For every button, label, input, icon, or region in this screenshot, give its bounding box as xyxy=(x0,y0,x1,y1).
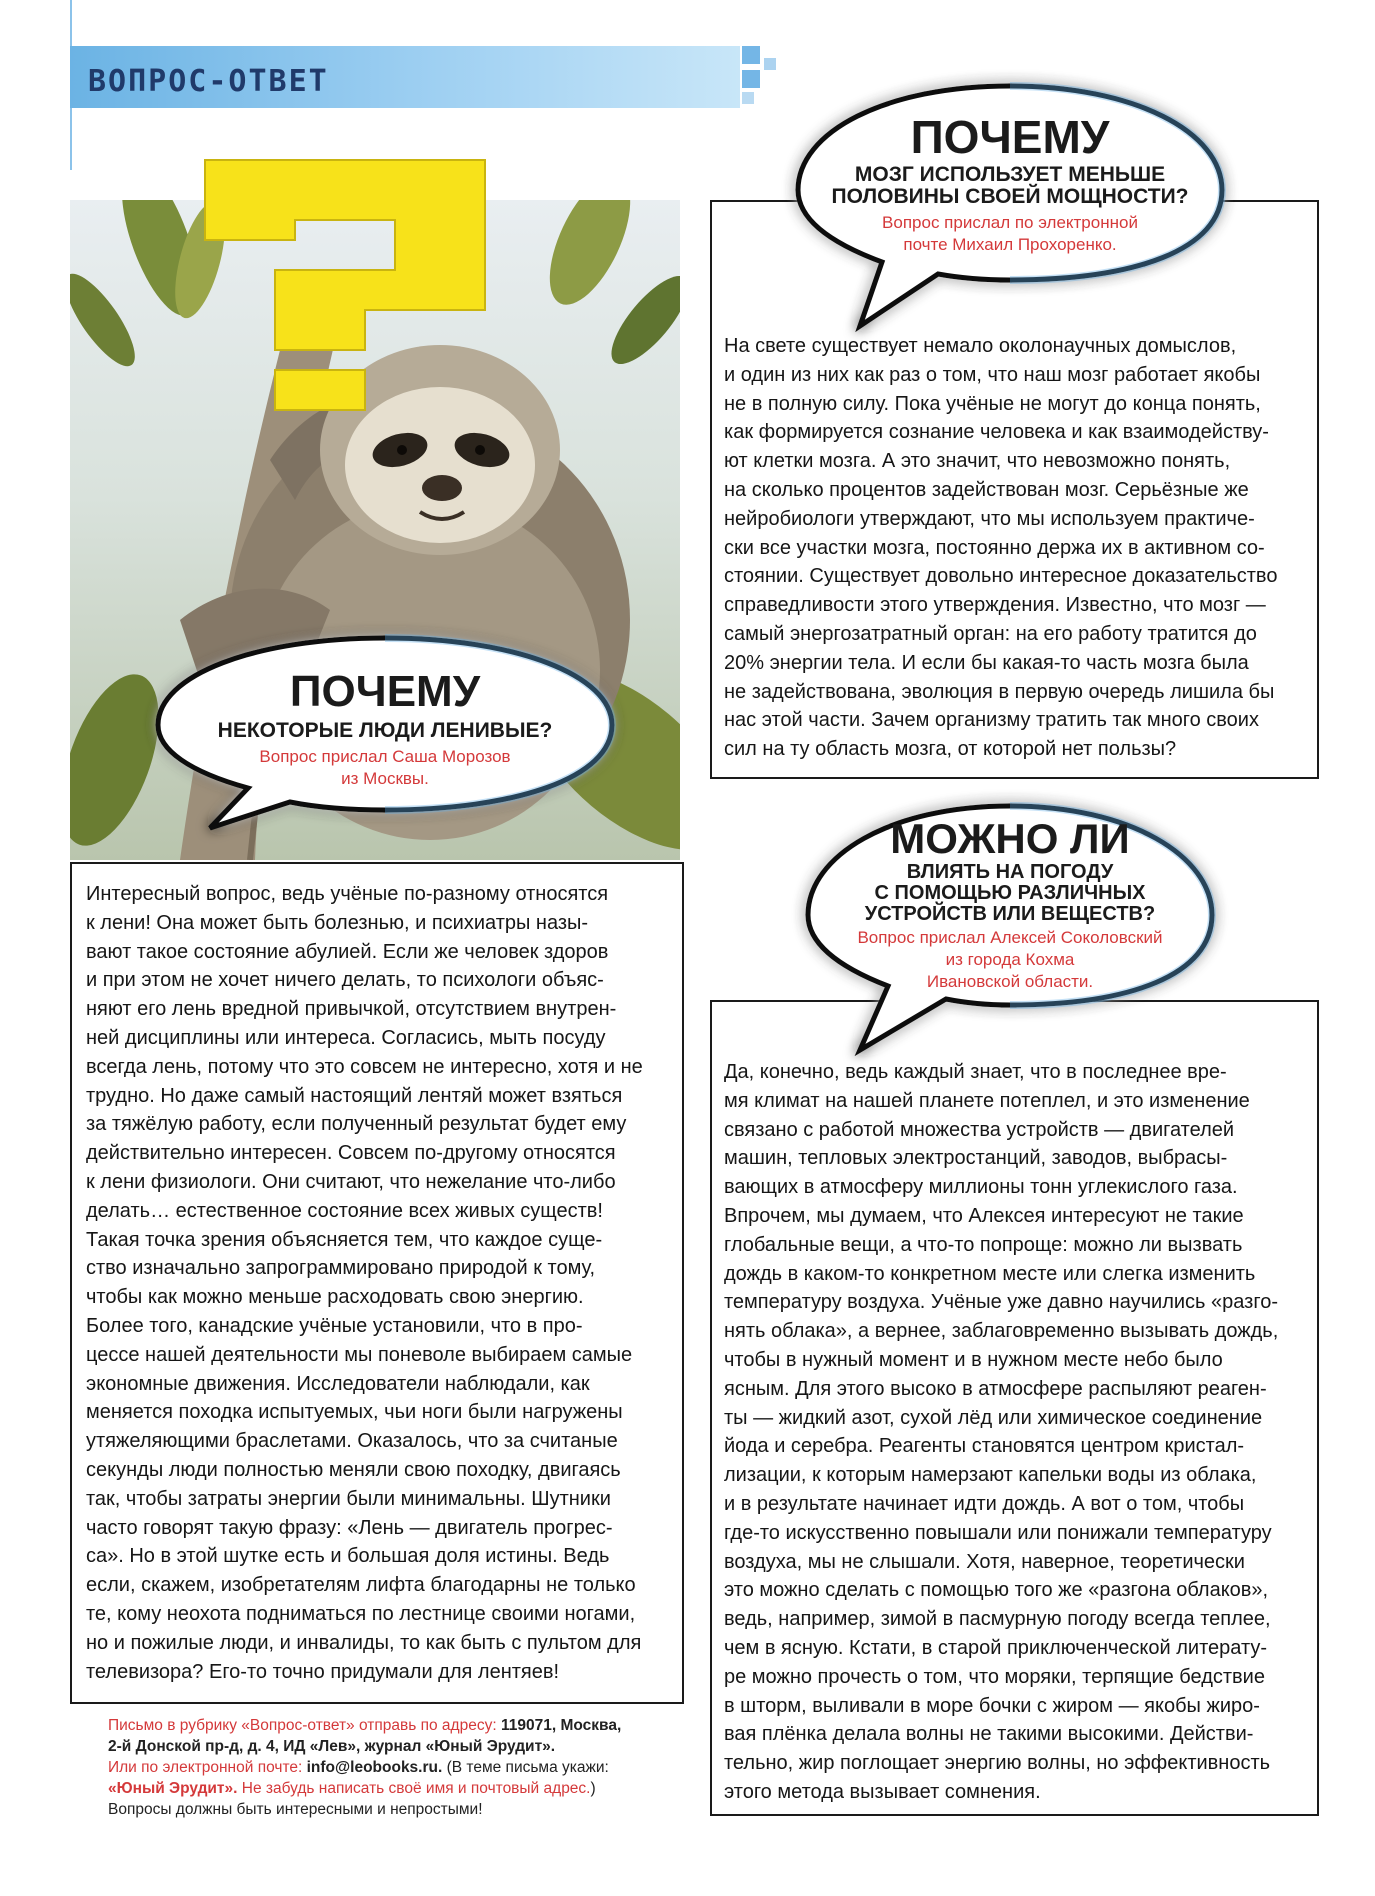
question-text: НЕКОТОРЫЕ ЛЮДИ ЛЕНИВЫЕ? xyxy=(217,719,553,742)
submission-note xyxy=(108,1715,688,1820)
note-address-street: 2-й Донской пр-д, д. 4, ИД «Лев», журнал «Юный Эрудит». xyxy=(108,1738,556,1755)
bubble-text-brain xyxy=(810,111,1210,256)
article-body-laziness: Интересный вопрос, ведь учёные по-разному относятся к лени! Она может быть болезнью, и психиатры назы- вают такое состояние абулией. Если же человек здоров и при этом не хочет ничего делать, то психологи объяс- няют его лень вредной привычкой, отсутствием внутрен- ней дисциплины или интереса. Согласись, мыть посуду всегда лень, потому что это совсем не интересно, хотя и не трудно. Но даже самый настоящий лентяй может взяться за тяжёлую работу, если полученный результат будет ему действительно интересен. Совсем по-другому относятся к лени физиологи. Они считают, что нежелание что-либо делать… естественное состояние всех живых существ! Такая точка зрения объясняется тем, что каждое суще- ство изначально запрограммировано природой к тому, чтобы как можно меньше расходовать свою энергию. Более того, канадские учёные установили, что в про- цессе нашей деятельности мы поневоле выбираем самые экономные движения. Исследователи наблюдали, как меняется походка испытуемых, чьи ноги были нагружены утяжеляющими браслетами. Оказалось, что за считаные секунды люди полностью меняли свою походку, двигаясь так, чтобы затраты энергии были минимальны. Шутники часто говорят такую фразу: «Лень — двигатель прогрес- са». Но в этой шутке есть и большая доля истины. Ведь если, скажем, изобретателям лифта благодарны не только те, кому неохота подниматься по лестнице своими ногами, но и пожилые люди, и инвалиды, то как быть с пультом для телевизора? Его-то точно придумали для лентяев! xyxy=(86,883,643,1683)
header-decor-square xyxy=(742,92,754,104)
question-credit: Вопрос прислал по электронной почте Михаил Прохоренко. xyxy=(882,213,1138,255)
question-word: МОЖНО ЛИ xyxy=(890,815,1130,862)
bubble-text-sloth xyxy=(180,667,590,790)
note-address-city: 119071, Москва, xyxy=(500,1717,622,1734)
note-paren-close: ) xyxy=(590,1780,596,1797)
note-email-address: info@leobooks.ru. xyxy=(306,1759,443,1776)
header-decor-square xyxy=(742,70,760,88)
note-subject-lead: (В теме письма укажи: xyxy=(446,1759,609,1776)
question-mark-graphic xyxy=(205,160,485,410)
question-word: ПОЧЕМУ xyxy=(910,111,1110,163)
note-reminder: Не забудь написать своё имя и почтовый адрес. xyxy=(241,1780,591,1797)
header-decor-square xyxy=(742,46,760,64)
question-word: ПОЧЕМУ xyxy=(289,667,481,716)
article-body-brain: На свете существует немало околонаучных домыслов, и один из них как раз о том, что наш мозг работает якобы не в полную силу. Пока учёные не могут до конца понять, как формируется сознание человека и как взаимодейству- ют клетки мозга. А это значит, что невозможно понять, на сколько процентов задействован мозг. Серьёзные же нейробиологи утверждают, что мы используем практиче- ски все участки мозга, постоянно держа их в активном со- стоянии. Существует довольно интересное доказательство справедливости этого утверждения. Известно, что мозг — самый энергозатратный орган: на его работу тратится до 20% энергии тела. И если бы какая-то часть мозга была не задействована, эволюция в первую очередь лишила бы нас этой части. Зачем организму тратить так много своих сил на ту область мозга, от которой нет пользы? xyxy=(724,335,1278,761)
header-decor-square xyxy=(764,58,776,70)
question-credit: Вопрос прислал Саша Морозов из Москвы. xyxy=(259,747,511,789)
question-credit: Вопрос прислал Алексей Соколовский из города Кохма Ивановской области. xyxy=(857,928,1163,992)
note-subject-value: «Юный Эрудит». xyxy=(108,1780,238,1797)
bubble-text-weather xyxy=(820,815,1200,993)
section-title: ВОПРОС-ОТВЕТ xyxy=(88,64,329,99)
question-text: МОЗГ ИСПОЛЬЗУЕТ МЕНЬШЕ ПОЛОВИНЫ СВОЕЙ МОЩНОСТИ? xyxy=(831,163,1189,209)
note-email-lead: Или по электронной почте: xyxy=(108,1759,303,1776)
note-address-lead: Письмо в рубрику «Вопрос-ответ» отправь по адресу: xyxy=(108,1717,497,1734)
article-body-weather: Да, конечно, ведь каждый знает, что в последнее вре- мя климат на нашей планете потеплел, и это изменение связано с работой множества устройств — двигателей машин, тепловых электростанций, заводов, выбрасы- вающих в атмосферу миллионы тонн углекислого газа. Впрочем, мы думаем, что Алексея интересуют не такие глобальные вещи, а что-то попроще: можно ли вызвать дождь в каком-то конкретном месте или слегка изменить температуру воздуха. Учёные уже давно научились «разго- нять облака», а вернее, заблаговременно вызывать дождь, чтобы в нужный момент и в нужном месте небо было ясным. Для этого высоко в атмосфере распыляют реаген- ты — жидкий азот, сухой лёд или химическое соединение йода и серебра. Реагенты становятся центром кристал- лизации, к которым намерзают капельки воды из облака, и в результате начинает идти дождь. А вот о том, чтобы где-то искусственно повышали или понижали температуру воздуха, мы не слышали. Хотя, наверное, теоретически это можно сделать с помощью того же «разгона облаков», ведь, например, зимой в пасмурную погоду всегда теплее, чем в ясную. Кстати, в старой приключенческой литерату- ре можно прочесть о том, что моряки, терпящие бедствие в шторм, выливали в море бочки с жиром — якобы жиро- вая плёнка делала волны не такими высокими. Действи- тельно, жир поглощает энергию волны, но эффективность этого метода вызывает сомнения. xyxy=(724,1061,1279,1803)
note-requirement: Вопросы должны быть интересными и непростыми! xyxy=(108,1801,483,1818)
question-text: ВЛИЯТЬ НА ПОГОДУ С ПОМОЩЬЮ РАЗЛИЧНЫХ УСТРОЙСТВ ИЛИ ВЕЩЕСТВ? xyxy=(864,861,1156,925)
